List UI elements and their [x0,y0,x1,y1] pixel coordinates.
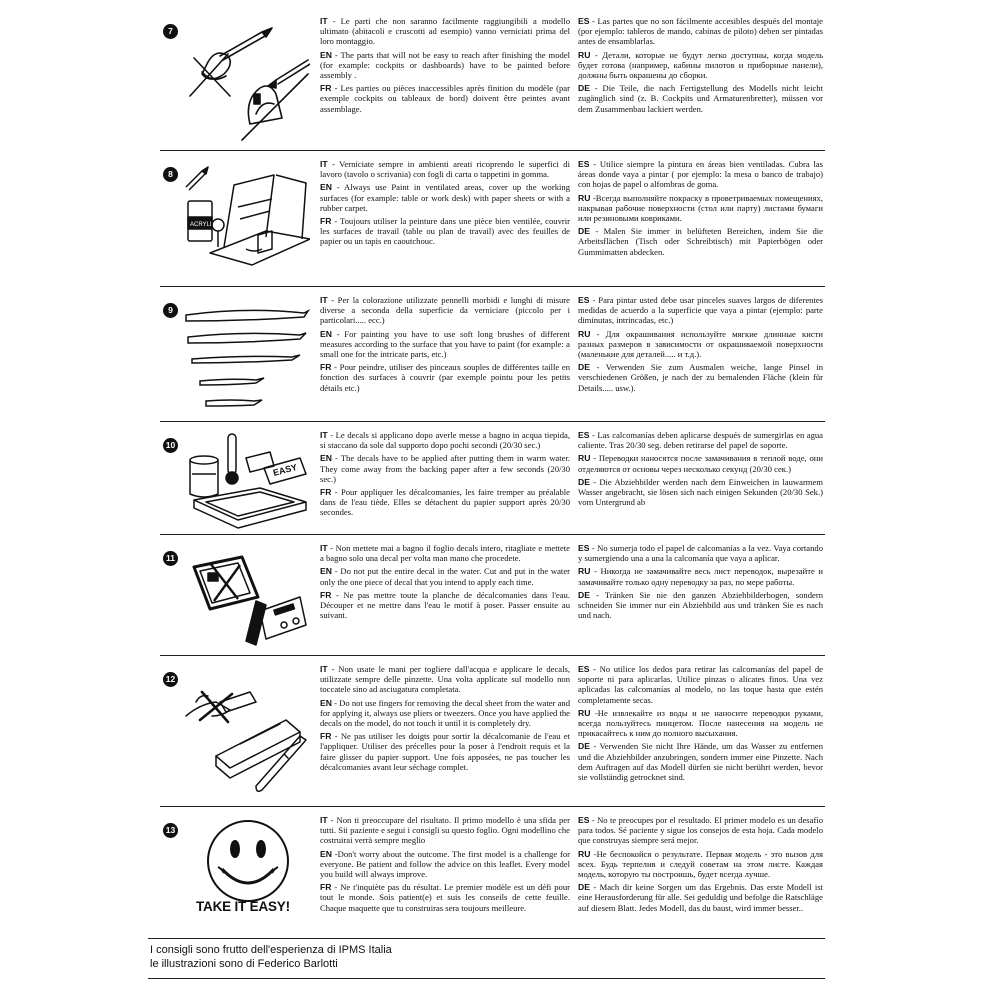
paragraph [320,16,570,47]
paragraph-text: - Les parties ou pièces inaccessibles après finition du modèle (par exemple cockpits ou tableaux de bord) doivent être peintes avant assemblage. [320,83,570,114]
paragraph-text: - Pour peindre, utiliser des pinceaux souples de différentes taille en fonction des surfaces à couvrir (par exemple pointu pour les petits détails etc.) [320,362,570,393]
paragraph [320,815,570,846]
paragraph [578,708,823,739]
paragraph-text: - Toujours utiliser la peinture dans une pièce bien ventilée, couvrir les surfaces de travail (table ou plan de travail) avec des feuilles de papier ou un tapis en caoutchouc. [320,216,570,247]
text-column-left [320,815,570,916]
paragraph [578,882,823,913]
lang-code: EN [320,848,332,859]
paragraph-text: - Verwenden Sie nicht Ihre Hände, um das Wasser zu entfernen und die Abziehbilder anzubringen, sondern immer eine Pinzette. Nach dem Auftragen auf das Modell dürfen sie nicht berührt werden, bevor sie vollständig getrocknet sind. [578,741,823,783]
paragraph [578,543,823,563]
text-column-left [320,16,570,117]
lang-code: RU [578,848,591,859]
lang-code: DE [578,83,590,94]
illustration-cut-single-decal [180,541,310,658]
jar-label: ACRYLIC [190,222,216,228]
lang-code: FR [320,589,332,600]
take-it-easy-caption: TAKE IT EASY! [196,899,290,914]
paragraph-text: - Ne pas utiliser les doigts pour sortir la décalcomanie de l'eau et l'appliquer. Utiliser des précelles pour la poser à l'endroit requis et la faire glisser du papier support. Une fois apposées, ne pas toucher les décalcomanies avant leur séchage complet. [320,731,570,772]
lang-code: IT [320,159,328,169]
text-column-left [320,430,570,521]
paragraph [578,741,823,782]
step-number: 10 [163,438,178,453]
paragraph [578,430,823,450]
paragraph [578,226,823,257]
illustration-paint-cockpit [180,14,310,149]
paragraph [320,295,570,326]
paragraph [320,590,570,621]
lang-code: EN [320,566,332,577]
step-row [160,424,825,535]
paragraph-text: - Pour appliquer les décalcomanies, les faire tremper au préalable dans de l'eau tiède. Elles se détachent du papier support après 20/30 secondes. [320,487,570,518]
paragraph-text: - Verniciate sempre in ambienti areati ricoprendo le superfici di lavoro (tavolo o scrivania) con fogli di carta o tappetini in gomma. [320,159,570,180]
lang-code: ES [578,815,590,825]
text-column-right [578,664,823,785]
paragraph-text: - For painting you have to use soft long brushes of different measures according to the surface that you have to paint (for example: a small one for the intricate parts, etc.) [320,328,570,360]
paragraph [320,329,570,360]
lang-code: DE [578,882,590,893]
text-column-right [578,16,823,117]
paragraph [320,83,570,114]
paragraph-text: - Las partes que no son fácilmente accesibles después del montaje (por ejemplo: tableros de mando, cabinas de piloto) deben ser pintadas antes de ensamblarlas. [578,16,823,47]
step-row [160,658,825,807]
paragraph-text: - The decals have to be applied after putting them in warm water. They come away from the backing paper after a few seconds (20/30 sec.) [320,453,570,484]
paragraph [320,487,570,518]
paragraph-text: - No utilice los dedos para retirar las calcomanías del papel de soporte ni para aplicarlas. Utilice pinzas o alicates finos. Una vez aplicadas las calcomanías al modelo, no las toque hasta que estén completamente secas. [578,664,823,705]
paragraph-text: - Non mettete mai a bagno il foglio decals intero, ritagliate e mettete a bagno solo una decal per volta man mano che procedete. [320,543,570,564]
paragraph-text: -Не беспокойся о результате. Первая модель - это вызов для всех. Будь терпелив и следуй советам на этом листе. Каждая модель, которую ты построишь, будет всегда лучше. [578,848,823,880]
paragraph [578,664,823,705]
paragraph-text: - Переводки наносятся после замачивания в теплой воде, они отделяются от основы через несколько секунд (20/30 сек.) [578,453,823,474]
credits-line-1: I consigli sono frutto dell'esperienza di IPMS Italia [150,944,392,956]
lang-code: RU [578,453,591,464]
divider [148,938,825,939]
paragraph [578,849,823,880]
step-number: 8 [163,167,178,182]
lang-code: EN [320,453,332,464]
paragraph-text: - Ne t'inquiète pas du résultat. Le premier modèle est un défi pour tout le monde. Sois patient(e) et suis les conseils de cette feuille. Chaque maquette que tu construiras sera toujours meilleure. [320,882,570,913]
paragraph-text: - Non usate le mani per togliere dall'acqua e applicare le decals, utilizzate sempre delle pinzette. Una volta applicate sul modello non toccatele sino ad asciugatura completata. [320,664,570,695]
step-number: 13 [163,823,178,838]
step-row [160,289,825,422]
lang-code: IT [320,543,328,553]
lang-code: ES [578,159,590,169]
paragraph [578,16,823,47]
paragraph-text: - Malen Sie immer in belüfteten Bereichen, indem Sie die Arbeitsflächen (Tisch oder Schreibtisch) mit Papierbögen oder Gummimatten abdecken. [578,226,823,257]
paragraph-text: - Tränken Sie nie den ganzen Abziehbilderbogen, sondern schneiden Sie immer nur ein Abziehbild aus und tränken Sie es nach und nach. [578,589,823,621]
step-row [160,537,825,656]
paragraph [578,159,823,190]
paragraph [578,83,823,114]
step-number: 12 [163,672,178,687]
illustration-smiley [198,817,298,912]
paragraph-text: - Para pintar usted debe usar pinceles suaves largos de diferentes medidas de acuerdo a la superficie que vaya a pintar (ejemplo: parte diminutas, intrincadas, etc.) [578,295,823,326]
paragraph [320,216,570,247]
paragraph [578,566,823,586]
step-row [160,153,825,287]
lang-code: ES [578,430,590,440]
decal-label: EASY [271,461,299,478]
lang-code: EN [320,182,332,193]
paragraph-text: - Always use Paint in ventilated areas, cover up the working surfaces (for example: table or work desk) with paper sheets or with a rubber carpet. [320,182,570,213]
paragraph [320,882,570,913]
lang-code: EN [320,49,332,60]
step-number: 7 [163,24,178,39]
paragraph [320,543,570,563]
credits-line-2: le illustrazioni sono di Federico Barlotti [150,957,338,970]
text-column-left [320,295,570,396]
lang-code: ES [578,16,590,26]
illustration-ventilated-area [180,157,310,287]
paragraph-text: - Ne pas mettre toute la planche de décalcomanies dans l'eau. Découper et ne mettre dans l'eau le motif à poser. Passer ensuite au suivant. [320,589,570,621]
paragraph [578,362,823,393]
lang-code: ES [578,295,590,305]
paragraph-text: - No sumerja todo el papel de calcomanías a la vez. Vaya cortando y sumergiendo una a una la calcomanía que vaya a aplicar. [578,543,823,564]
paragraph-text: - Mach dir keine Sorgen um das Ergebnis. Das erste Modell ist eine Herausforderung für alle. Sei geduldig und befolge die Ratschläge auf diesem Blatt. Jedes Modell, das du baust, wird immer besser.. [578,882,823,913]
paragraph-text: -Всегда выполняйте покраску в проветриваемых помещениях, накрывая рабочие поверхности (стол или парту) листами бумаги или резиновыми ковриками. [578,192,823,224]
lang-code: FR [320,882,332,893]
lang-code: IT [320,430,328,440]
paragraph [320,664,570,695]
lang-code: FR [320,487,332,498]
text-column-right [578,159,823,260]
lang-code: RU [578,328,591,339]
paragraph-text: - Le decals si applicano dopo averle messe a bagno in acqua tiepida, si staccano da sole dal supporto dopo pochi secondi (20/30 sec.) [320,430,570,451]
paragraph [320,566,570,586]
paragraph-text: - Verwenden Sie zum Ausmalen weiche, lange Pinsel in verschiedenen Größen, je nach der zu bemalenden Fläche (klein für Details..... usw.). [578,362,823,393]
paragraph-text: - Non ti preoccupare del risultato. Il primo modello è una sfida per tutti. Sii paziente e segui i consigli su questo foglio. Ogni modellino che costruirai verrà sempre meglio [320,815,570,846]
paragraph-text: - Никогда не замачивайте весь лист переводок, вырезайте и замачивайте только одну переводку за раз, по мере работы. [578,566,823,587]
text-column-right [578,815,823,916]
paragraph [320,362,570,393]
lang-code: RU [578,707,591,718]
paragraph [320,159,570,179]
illustration-brushes [180,293,310,423]
paragraph [578,193,823,224]
lang-code: IT [320,295,328,305]
paragraph [320,731,570,772]
text-column-right [578,543,823,623]
illustration-warm-water-decals [180,428,310,538]
paragraph-text: -Don't worry about the outcome. The first model is a challenge for everyone. Be patient and follow the advice on this leaflet. Every model you build will always improve. [320,848,570,880]
paragraph [320,430,570,450]
paragraph [578,329,823,360]
paragraph-text: - Die Abziehbilder werden nach dem Einweichen in lauwarmem Wasser angebracht, sie lösen sich nach einigen Sekunden (20/30 Sek.) vom Untergrund ab [578,476,823,508]
text-column-left [320,543,570,623]
lang-code: FR [320,731,332,742]
lang-code: FR [320,83,332,94]
paragraph [578,295,823,326]
lang-code: DE [578,476,590,487]
lang-code: DE [578,589,590,600]
step-row [160,809,825,937]
text-column-left [320,159,570,250]
paragraph-text: - No te preocupes por el resultado. El primer modelo es un desafío para todos. Sé paciente y sigue los consejos de esta hoja. Cada modelo que construyas siempre será mejor. [578,815,823,846]
lang-code: DE [578,741,590,752]
lang-code: IT [320,815,328,825]
paragraph [320,849,570,880]
lang-code: ES [578,664,590,674]
lang-code: RU [578,49,591,60]
text-column-left [320,664,570,775]
paragraph [578,815,823,846]
lang-code: ES [578,543,590,553]
lang-code: FR [320,362,332,373]
paragraph [320,50,570,81]
paragraph-text: -Не извлекайте из воды и не наносите переводки руками, всегда пользуйтесь пинцетом. После нанесения на модель не прикасайтесь к ним до полного высыхания. [578,707,823,739]
paragraph-text: - Детали, которые не будут легко доступны, когда модель будет готова (например, кабины пилотов и приборные панели), должны быть окрашены до сборки. [578,49,823,81]
step-row [160,10,825,151]
text-column-right [578,295,823,396]
paragraph-text: - Do not put the entire decal in the water. Cut and put in the water only the one piece of decal that you intend to apply each time. [320,566,570,587]
lang-code: DE [578,362,590,373]
lang-code: FR [320,216,332,227]
lang-code: DE [578,226,590,237]
step-number: 11 [163,551,178,566]
lang-code: EN [320,328,332,339]
paragraph-text: - Las calcomanías deben aplicarse después de sumergirlas en agua caliente. Tras 20/30 seg. deben retirarse del papel de soporte. [578,430,823,451]
step-number: 9 [163,303,178,318]
paragraph-text: - Do not use fingers for removing the decal sheet from the water and for applying it, always use pliers or tweezers. Once you have applied the decals on the model, do not touch it until it is completely dry. [320,697,570,729]
paragraph [320,182,570,213]
paragraph-text: - Для окрашивания используйте мягкие длинные кисти разных размеров в зависимости от окрашиваемой поверхности (маленькие для деталей..... и т.д.). [578,328,823,360]
paragraph [320,698,570,729]
paragraph [578,50,823,81]
illustration-tweezers [180,662,310,807]
paragraph [320,453,570,484]
paragraph-text: - Per la colorazione utilizzate pennelli morbidi e lunghi di misure diverse a seconda della superficie da verniciare (piccolo per i particolari..... ecc.) [320,295,570,326]
paragraph-text: - Die Teile, die nach Fertigstellung des Modells nicht leicht zugänglich sind (z. B. Cockpits und Armaturenbretter), müssen vor dem Zusammenbau lackiert werden. [578,83,823,114]
paragraph [578,453,823,473]
credits [150,944,392,971]
divider [148,978,825,979]
lang-code: RU [578,566,591,577]
text-column-right [578,430,823,510]
lang-code: IT [320,664,328,674]
paragraph [578,590,823,621]
paragraph-text: - The parts that will not be easy to reach after finishing the model (for example: cockpits or dashboards) have to be painted before assembly . [320,49,570,81]
lang-code: RU [578,192,591,203]
paragraph-text: - Utilice siempre la pintura en áreas bien ventiladas. Cubra las áreas donde vaya a pintar ( por ejemplo: la mesa o banco de trabajo) con hojas de papel o alfombras de goma. [578,159,823,190]
paragraph-text: - Le parti che non saranno facilmente raggiungibili a modello ultimato (abitacoli e cruscotti ad esempio) vanno verniciati prima del loro montaggio. [320,16,570,47]
paragraph [578,477,823,508]
lang-code: IT [320,16,328,26]
lang-code: EN [320,697,332,708]
